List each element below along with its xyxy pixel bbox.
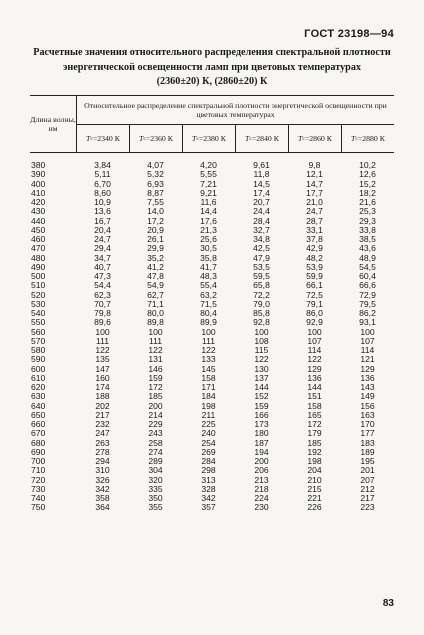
value-cell: 29,9 <box>147 243 164 254</box>
value-cell: 89,8 <box>147 317 164 328</box>
wavelength-cell: 600 <box>31 363 46 374</box>
value-cell: 8,60 <box>94 187 111 198</box>
value-cell: 79,0 <box>253 298 270 309</box>
value-cell: 71,5 <box>200 298 217 309</box>
value-cell: 92,8 <box>253 317 270 328</box>
wavelength-cell: 680 <box>31 437 46 448</box>
value-cell: 47,8 <box>147 271 164 281</box>
title-line-3: (2360±20) К, (2860±20) К <box>156 76 268 87</box>
value-cell: 215 <box>307 483 322 494</box>
value-cell: 122 <box>148 345 163 355</box>
value-cell: 86,2 <box>359 308 376 318</box>
value-cell: 137 <box>254 372 269 383</box>
value-cell: 6,70 <box>94 178 111 189</box>
value-cell: 25,6 <box>200 234 217 244</box>
value-cell: 21,0 <box>306 197 323 207</box>
wavelength-cell: 530 <box>31 298 46 309</box>
value-cell: 213 <box>254 474 269 485</box>
value-cell: 122 <box>201 345 216 355</box>
value-cell: 100 <box>254 326 269 337</box>
value-cell: 8,87 <box>147 187 164 198</box>
value-cell: 358 <box>95 493 110 503</box>
value-cell: 159 <box>148 372 163 383</box>
temperature-header: T c =2340 К <box>86 134 120 143</box>
value-cell: 24,7 <box>94 234 111 244</box>
value-cell: 230 <box>254 502 269 513</box>
value-cell: 63,2 <box>200 289 217 300</box>
value-cell: 328 <box>201 483 216 494</box>
value-cell: 20,4 <box>94 224 111 235</box>
wavelength-cell: 510 <box>31 280 46 291</box>
wavelength-header: Длина волны, нм <box>30 96 77 152</box>
value-cell: 144 <box>254 382 269 392</box>
value-cell: 85,8 <box>253 308 270 318</box>
title-line-2: энергетической освещенности ламп при цветовых температурах <box>62 61 362 73</box>
value-cell: 159 <box>254 400 269 411</box>
temperature-header: T c =2380 К <box>182 125 235 152</box>
value-cell: 143 <box>360 382 375 392</box>
value-cell: 79,1 <box>306 298 323 309</box>
value-cell: 42,5 <box>253 243 270 254</box>
value-cell: 294 <box>95 456 110 466</box>
value-cell: 35,2 <box>147 252 164 263</box>
value-cell: 170 <box>360 419 375 429</box>
value-cell: 14,5 <box>253 178 270 189</box>
value-cell: 71,1 <box>147 298 164 309</box>
value-cell: 114 <box>360 345 375 355</box>
wavelength-cell: 420 <box>31 197 46 207</box>
wavelength-cell: 480 <box>31 252 46 263</box>
value-cell: 29,4 <box>94 243 111 254</box>
value-cell: 47,9 <box>253 252 270 263</box>
value-cell: 12,6 <box>359 169 376 180</box>
value-cell: 20,9 <box>147 224 164 235</box>
value-cell: 177 <box>360 428 375 439</box>
wavelength-cell: 540 <box>31 308 46 318</box>
value-cell: 28,4 <box>253 215 270 226</box>
wavelength-cell: 720 <box>31 474 46 485</box>
value-cell: 171 <box>201 382 216 392</box>
value-cell: 70,7 <box>94 298 111 309</box>
value-cell: 100 <box>307 326 322 337</box>
value-cell: 17,2 <box>147 215 164 226</box>
value-cell: 145 <box>201 363 216 374</box>
value-cell: 60,4 <box>359 271 376 281</box>
wavelength-cell: 710 <box>31 465 46 476</box>
value-cell: 129 <box>307 363 322 374</box>
value-cell: 129 <box>360 363 375 374</box>
value-cell: 357 <box>201 502 216 513</box>
value-cell: 263 <box>95 437 110 448</box>
value-cell: 201 <box>360 465 375 476</box>
value-cell: 218 <box>254 483 269 494</box>
value-cell: 210 <box>307 474 322 485</box>
value-cell: 29,3 <box>359 215 376 226</box>
value-cell: 226 <box>307 502 322 513</box>
value-cell: 198 <box>307 456 322 466</box>
title-line-1: Расчетные значения относительного распределения спектральной плотности <box>33 47 391 58</box>
value-cell: 130 <box>254 363 269 374</box>
value-cell: 54,4 <box>94 280 111 291</box>
value-cell: 62,3 <box>94 289 111 300</box>
wavelength-cell: 500 <box>31 271 46 281</box>
wavelength-cell: 380 <box>31 160 46 170</box>
value-cell: 185 <box>307 437 322 448</box>
value-cell: 221 <box>307 493 322 503</box>
table-header <box>30 95 394 153</box>
value-cell: 304 <box>148 465 163 476</box>
value-cell: 163 <box>360 409 375 420</box>
value-cell: 53,9 <box>306 261 323 272</box>
value-cell: 183 <box>360 437 375 448</box>
value-cell: 247 <box>95 428 110 439</box>
value-cell: 204 <box>307 465 322 476</box>
value-cell: 17,6 <box>200 215 217 226</box>
value-cell: 17,4 <box>253 187 270 198</box>
value-cell: 16,7 <box>94 215 111 226</box>
value-cell: 122 <box>95 345 110 355</box>
value-cell: 152 <box>254 391 269 402</box>
standard-number: ГОСТ 23198—94 <box>304 28 394 40</box>
value-cell: 38,5 <box>359 234 376 244</box>
value-cell: 10,9 <box>94 197 111 207</box>
value-cell: 166 <box>254 409 269 420</box>
value-cell: 122 <box>254 354 269 365</box>
wavelength-cell: 410 <box>31 187 46 198</box>
value-cell: 207 <box>360 474 375 485</box>
value-cell: 14,4 <box>200 206 217 217</box>
value-cell: 135 <box>95 354 110 365</box>
value-cell: 223 <box>360 502 375 513</box>
value-cell: 33,8 <box>359 224 376 235</box>
value-cell: 185 <box>148 391 163 402</box>
value-cell: 149 <box>360 391 375 402</box>
value-cell: 14,0 <box>147 206 164 217</box>
temperature-headers <box>77 125 394 152</box>
temperature-header: T c =2840 К <box>235 125 288 152</box>
wavelength-cell: 700 <box>31 456 46 466</box>
value-cell: 172 <box>148 382 163 392</box>
value-cell: 9,61 <box>253 160 270 170</box>
value-cell: 284 <box>201 456 216 466</box>
wavelength-cell: 550 <box>31 317 46 328</box>
value-cell: 310 <box>95 465 110 476</box>
value-cell: 194 <box>254 446 269 457</box>
value-cell: 243 <box>148 428 163 439</box>
value-cell: 37,8 <box>306 234 323 244</box>
value-cell: 225 <box>201 419 216 429</box>
value-cell: 89,6 <box>94 317 111 328</box>
value-cell: 146 <box>148 363 163 374</box>
value-cell: 320 <box>148 474 163 485</box>
value-cell: 12,1 <box>306 169 323 180</box>
value-cell: 151 <box>307 391 322 402</box>
value-cell: 100 <box>95 326 110 337</box>
value-cell: 21,6 <box>359 197 376 207</box>
value-cell: 30,5 <box>200 243 217 254</box>
temperature-header: T c =2880 К <box>341 125 394 152</box>
value-cell: 350 <box>148 493 163 503</box>
value-cell: 11,8 <box>253 169 270 180</box>
value-cell: 156 <box>360 400 375 411</box>
value-cell: 229 <box>148 419 163 429</box>
value-cell: 47,3 <box>94 271 111 281</box>
value-cell: 42,9 <box>306 243 323 254</box>
value-cell: 80,0 <box>147 308 164 318</box>
value-cell: 144 <box>307 382 322 392</box>
value-cell: 59,9 <box>306 271 323 281</box>
value-cell: 172 <box>307 419 322 429</box>
value-cell: 111 <box>95 335 110 346</box>
wavelength-cell: 580 <box>31 345 46 355</box>
value-cell: 100 <box>360 326 375 337</box>
value-cell: 24,4 <box>253 206 270 217</box>
value-cell: 66,1 <box>306 280 323 291</box>
value-cell: 59,5 <box>253 271 270 281</box>
value-cell: 212 <box>360 483 375 494</box>
value-cell: 298 <box>201 465 216 476</box>
value-cell: 189 <box>360 446 375 457</box>
value-cell: 313 <box>201 474 216 485</box>
value-cell: 48,9 <box>359 252 376 263</box>
value-cell: 133 <box>201 354 216 365</box>
value-cell: 342 <box>201 493 216 503</box>
value-cell: 254 <box>201 437 216 448</box>
table-title <box>20 46 404 90</box>
value-cell: 192 <box>307 446 322 457</box>
value-cell: 200 <box>148 400 163 411</box>
value-cell: 7,55 <box>147 197 164 207</box>
value-cell: 278 <box>95 446 110 457</box>
value-cell: 195 <box>360 456 375 466</box>
value-cell: 5,55 <box>200 169 217 180</box>
wavelength-cell: 520 <box>31 289 46 300</box>
value-cell: 10,2 <box>359 160 376 170</box>
value-cell: 35,8 <box>200 252 217 263</box>
value-cell: 93,1 <box>359 317 376 328</box>
value-cell: 342 <box>95 483 110 494</box>
value-cell: 20,7 <box>253 197 270 207</box>
value-cell: 111 <box>148 335 163 346</box>
value-cell: 66,6 <box>359 280 376 291</box>
value-cell: 72,2 <box>253 289 270 300</box>
value-cell: 131 <box>148 354 163 365</box>
value-cell: 173 <box>254 419 269 429</box>
value-cell: 274 <box>148 446 163 457</box>
value-cell: 121 <box>360 354 375 365</box>
value-cell: 211 <box>201 409 216 420</box>
value-cell: 11,6 <box>200 197 217 207</box>
value-cell: 187 <box>254 437 269 448</box>
value-cell: 198 <box>201 400 216 411</box>
temperature-header: T c =2360 К <box>129 125 182 152</box>
value-cell: 54,9 <box>147 280 164 291</box>
value-cell: 269 <box>201 446 216 457</box>
value-cell: 5,32 <box>147 169 164 180</box>
value-cell: 79,5 <box>359 298 376 309</box>
value-cell: 26,1 <box>147 234 164 244</box>
value-cell: 111 <box>201 335 216 346</box>
value-cell: 122 <box>307 354 322 365</box>
value-cell: 200 <box>254 456 269 466</box>
value-cell: 158 <box>201 372 216 383</box>
value-cell: 72,9 <box>359 289 376 300</box>
value-cell: 114 <box>307 345 322 355</box>
value-cell: 86,0 <box>306 308 323 318</box>
wavelength-cell: 670 <box>31 428 46 439</box>
value-cell: 188 <box>95 391 110 402</box>
value-cell: 184 <box>201 391 216 402</box>
wavelength-cell: 640 <box>31 400 46 411</box>
value-cell: 206 <box>254 465 269 476</box>
wavelength-cell: 690 <box>31 446 46 457</box>
wavelength-cell: 390 <box>31 169 46 180</box>
wavelength-cell: 430 <box>31 206 46 217</box>
value-cell: 62,7 <box>147 289 164 300</box>
wavelength-cell: 590 <box>31 354 46 365</box>
wavelength-cell: 740 <box>31 493 46 503</box>
value-cell: 364 <box>95 502 110 513</box>
value-cell: 217 <box>360 493 375 503</box>
value-cell: 180 <box>254 428 269 439</box>
value-cell: 202 <box>95 400 110 411</box>
wavelength-cell: 490 <box>31 261 46 272</box>
page-number: 83 <box>382 598 394 609</box>
value-cell: 15,2 <box>359 178 376 189</box>
value-cell: 107 <box>307 335 322 346</box>
value-cell: 48,2 <box>306 252 323 263</box>
value-cell: 28,7 <box>306 215 323 226</box>
wavelength-cell: 570 <box>31 335 46 346</box>
value-cell: 115 <box>254 345 269 355</box>
value-cell: 14,7 <box>306 178 323 189</box>
value-cell: 179 <box>307 428 322 439</box>
value-cell: 214 <box>148 409 163 420</box>
value-cell: 165 <box>307 409 322 420</box>
data-table-body <box>30 161 394 513</box>
value-cell: 326 <box>95 474 110 485</box>
value-cell: 174 <box>95 382 110 392</box>
wavelength-cell: 730 <box>31 483 46 494</box>
value-cell: 217 <box>95 409 110 420</box>
value-cell: 48,3 <box>200 271 217 281</box>
value-cell: 6,93 <box>147 178 164 189</box>
value-cell: 108 <box>254 335 269 346</box>
value-cell: 3,84 <box>94 160 111 170</box>
wavelength-cell: 450 <box>31 224 46 235</box>
value-cell: 55,4 <box>200 280 217 291</box>
value-cell: 100 <box>148 326 163 337</box>
value-cell: 147 <box>95 363 110 374</box>
value-cell: 160 <box>95 372 110 383</box>
value-cell: 136 <box>307 372 322 383</box>
value-cell: 18,2 <box>359 187 376 198</box>
value-cell: 24,7 <box>306 206 323 217</box>
wavelength-cell: 660 <box>31 419 46 429</box>
wavelength-cell: 650 <box>31 409 46 420</box>
wavelength-cell: 620 <box>31 382 46 392</box>
value-cell: 355 <box>148 502 163 513</box>
wavelength-cell: 610 <box>31 372 46 383</box>
value-cell: 40,7 <box>94 261 111 272</box>
value-cell: 224 <box>254 493 269 503</box>
temperature-header: T c =2860 К <box>288 125 341 152</box>
value-cell: 79,8 <box>94 308 111 318</box>
wavelength-cell: 470 <box>31 243 46 254</box>
value-cell: 41,2 <box>147 261 164 272</box>
value-cell: 158 <box>307 400 322 411</box>
value-cell: 34,8 <box>253 234 270 244</box>
wavelength-cell: 460 <box>31 234 46 244</box>
value-cell: 65,8 <box>253 280 270 291</box>
value-cell: 13,6 <box>94 206 111 217</box>
value-cell: 34,7 <box>94 252 111 263</box>
value-cell: 4,07 <box>147 160 164 170</box>
value-cell: 41,7 <box>200 261 217 272</box>
value-cell: 258 <box>148 437 163 448</box>
wavelength-cell: 750 <box>31 502 46 513</box>
value-cell: 4,20 <box>200 160 217 170</box>
value-cell: 136 <box>360 372 375 383</box>
value-cell: 9,8 <box>308 160 321 170</box>
value-cell: 33,1 <box>306 224 323 235</box>
value-cell: 32,7 <box>253 224 270 235</box>
distribution-group-header: Относительное распределение спектральной плотности энергетической освещенности при цветовых температурах <box>77 96 394 125</box>
value-cell: 100 <box>201 326 216 337</box>
value-cell: 7,21 <box>200 178 217 189</box>
wavelength-cell: 440 <box>31 215 46 226</box>
value-cell: 5,11 <box>94 169 111 180</box>
value-cell: 240 <box>201 428 216 439</box>
table-row <box>30 503 394 512</box>
value-cell: 21,3 <box>200 224 217 235</box>
value-cell: 335 <box>148 483 163 494</box>
wavelength-cell: 560 <box>31 326 46 337</box>
value-cell: 289 <box>148 456 163 466</box>
value-cell: 54,5 <box>359 261 376 272</box>
value-cell: 107 <box>360 335 375 346</box>
value-cell: 232 <box>95 419 110 429</box>
value-cell: 89,9 <box>200 317 217 328</box>
value-cell: 43,6 <box>359 243 376 254</box>
value-cell: 92,9 <box>306 317 323 328</box>
wavelength-cell: 400 <box>31 178 46 189</box>
value-cell: 25,3 <box>359 206 376 217</box>
value-cell: 17,7 <box>306 187 323 198</box>
wavelength-cell: 630 <box>31 391 46 402</box>
value-cell: 53,5 <box>253 261 270 272</box>
value-cell: 72,5 <box>306 289 323 300</box>
value-cell: 80,4 <box>200 308 217 318</box>
value-cell: 9,21 <box>200 187 217 198</box>
